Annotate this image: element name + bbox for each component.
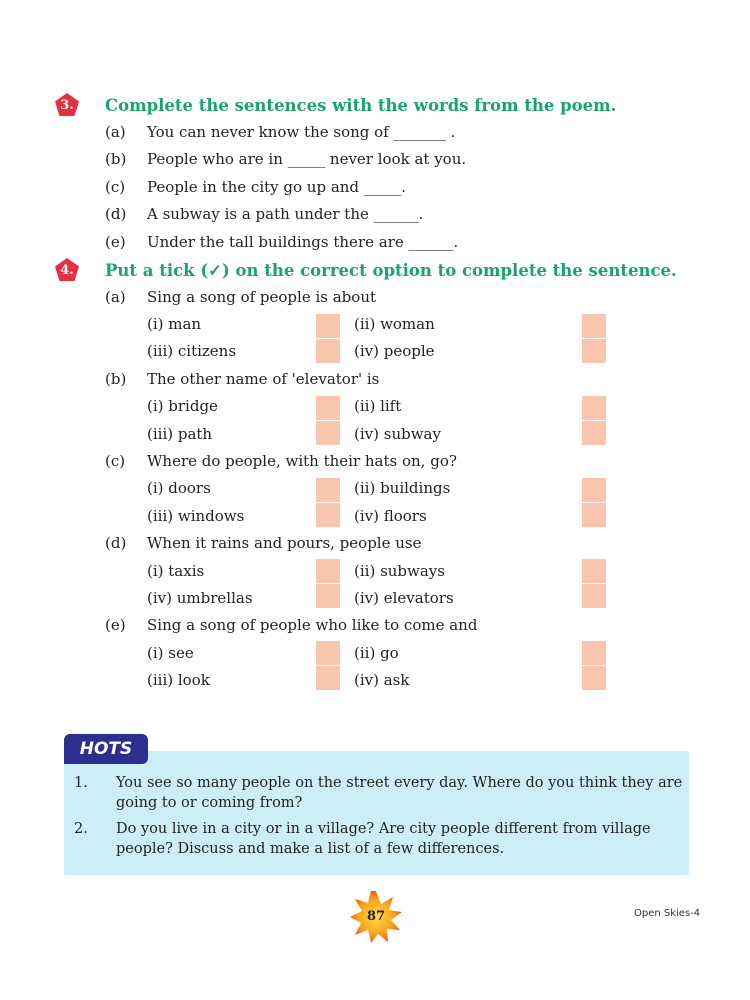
tick-box[interactable] xyxy=(582,641,606,665)
option-label: (ii) lift xyxy=(354,397,402,415)
tick-box[interactable] xyxy=(582,339,606,363)
tick-box[interactable] xyxy=(316,396,340,420)
tick-box[interactable] xyxy=(582,584,606,608)
tick-box[interactable] xyxy=(316,666,340,690)
book-title: Open Skies-4 xyxy=(634,908,701,919)
question-3-header xyxy=(54,92,616,118)
option-label: (iii) path xyxy=(147,425,213,443)
tick-box[interactable] xyxy=(582,396,606,420)
option-label: (iv) people xyxy=(354,342,435,360)
option-label: (iii) look xyxy=(147,671,210,689)
option-label: (ii) buildings xyxy=(354,479,451,497)
tick-box[interactable] xyxy=(316,641,340,665)
option-label: (i) doors xyxy=(147,479,211,497)
question-4-title: Put a tick (✓) on the correct option to complete the sentence. xyxy=(105,260,677,280)
tick-box[interactable] xyxy=(316,314,340,338)
option-label: (iv) subway xyxy=(354,425,441,443)
option-label: (i) bridge xyxy=(147,397,218,415)
tick-box[interactable] xyxy=(316,559,340,583)
tick-box[interactable] xyxy=(582,666,606,690)
option-label: (iii) citizens xyxy=(147,342,237,360)
tick-box[interactable] xyxy=(316,421,340,445)
option-label: (iv) ask xyxy=(354,671,410,689)
question-number-badge: 4. xyxy=(54,257,80,283)
option-label: (i) taxis xyxy=(147,562,205,580)
tick-box[interactable] xyxy=(582,478,606,502)
question-4-header xyxy=(54,257,677,283)
option-label: (iv) elevators xyxy=(354,589,454,607)
option-label: (ii) woman xyxy=(354,315,435,333)
page-number-star xyxy=(349,890,403,944)
option-label: (i) man xyxy=(147,315,202,333)
tick-box[interactable] xyxy=(582,559,606,583)
option-label: (ii) go xyxy=(354,644,399,662)
tick-box[interactable] xyxy=(316,478,340,502)
question-number-badge: 3. xyxy=(54,92,80,118)
worksheet-page: 3. Complete the sentences with the words from the poem. (a) You can never know the song of _______ . (b) People who are in _____ never look at you. (c) People in the city go up and _____. (d) A subway is a path under the ______. (e) Under the tall buildings there are ______. 4. Put a tick (✓) on the correct option to complete the sentence. (a) Sing a song of people is about (i) man (ii) woman (iii) citizens (iv) people (b) The other name of 'elevator' is (i) bridge (ii) lift (iii) path (iv) subway (c) Where do people, with their hats on, go? (i) doors (ii) buildings (iii) windows (iv) floors (d) When it rains and pours, people use (i) taxis (ii) subways (iv) umbrellas (iv) elevators (e) Sing a song of people who like to come and (i) see (ii) go (iii) look (iv) ask HOTS 1. You see so many people on the street every day. Where do you think they are going to or coming from? 2. Do you live in a city or in a village? Are city people different from village people? Discuss and make a list of a few differences. 87 Open Skies-4 xyxy=(0,0,750,1000)
tick-box[interactable] xyxy=(316,584,340,608)
hots-tab: HOTS xyxy=(64,734,148,764)
tick-box[interactable] xyxy=(316,339,340,363)
question-3-title: Complete the sentences with the words from the poem. xyxy=(105,95,617,115)
option-label: (i) see xyxy=(147,644,194,662)
option-label: (iv) umbrellas xyxy=(147,589,253,607)
tick-box[interactable] xyxy=(582,314,606,338)
tick-box[interactable] xyxy=(582,503,606,527)
option-label: (ii) subways xyxy=(354,562,445,580)
tick-box[interactable] xyxy=(582,421,606,445)
tick-box[interactable] xyxy=(316,503,340,527)
page-number: 87 xyxy=(366,909,386,924)
option-label: (iii) windows xyxy=(147,507,245,525)
option-label: (iv) floors xyxy=(354,507,427,525)
